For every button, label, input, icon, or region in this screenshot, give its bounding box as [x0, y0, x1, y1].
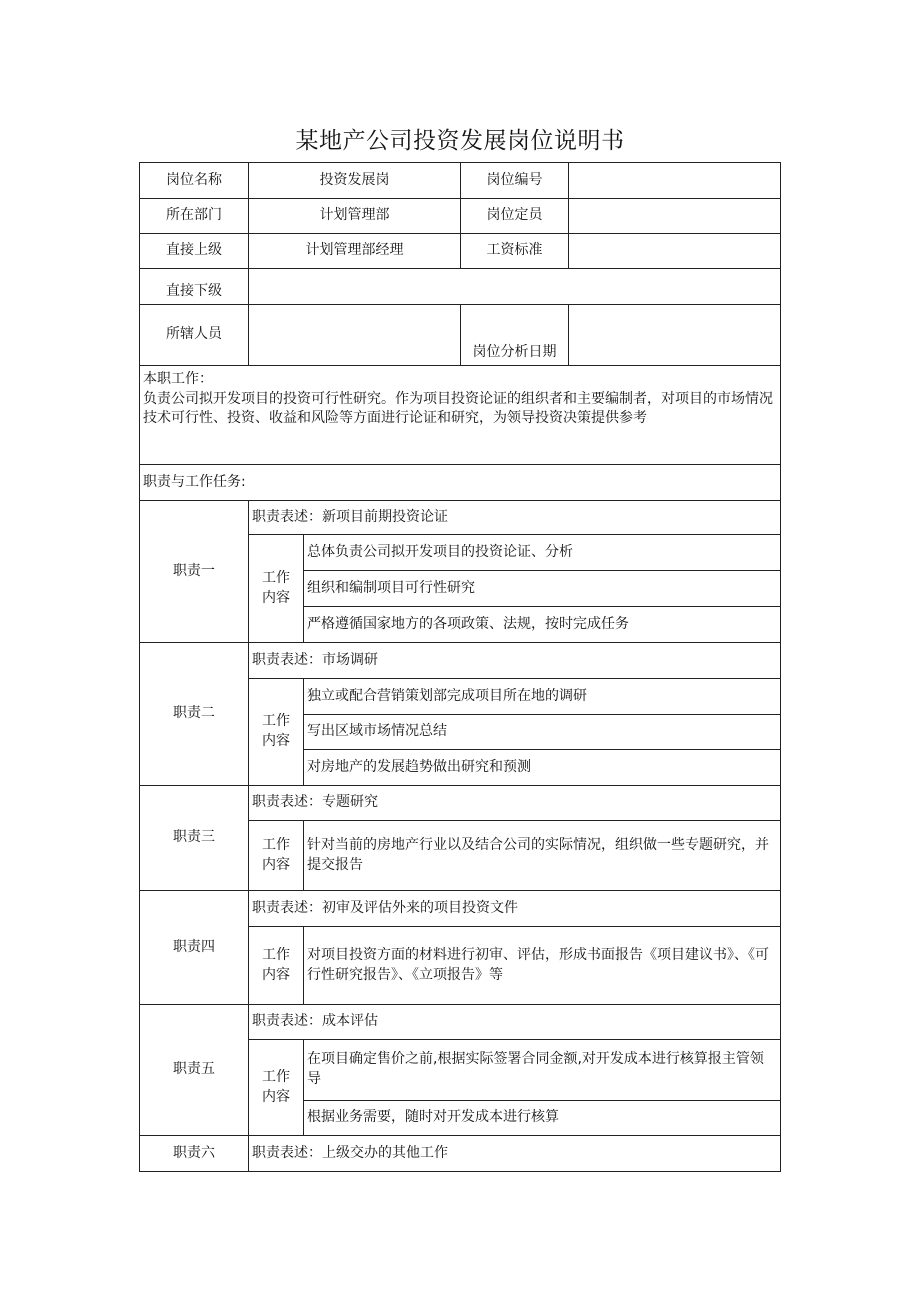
- duty-task: 根据业务需要，随时对开发成本进行核算: [304, 1101, 781, 1136]
- work-content-label: 工作 内容: [249, 821, 304, 891]
- work-content-label: 工作 内容: [249, 535, 304, 643]
- subordinate-value: [249, 269, 781, 305]
- position-name-label: 岗位名称: [140, 163, 249, 199]
- page-title: 某地产公司投资发展岗位说明书: [295, 128, 625, 154]
- salary-value: [569, 234, 781, 269]
- duty-task: 对房地产的发展趋势做出研究和预测: [304, 750, 781, 786]
- duty-task: 针对当前的房地产行业以及结合公司的实际情况，组织做一些专题研究，并提交报告: [304, 821, 781, 891]
- analysis-date-label: 岗位分析日期: [461, 305, 569, 366]
- job-summary-cell: [140, 366, 781, 465]
- position-name-value: 投资发展岗: [249, 163, 461, 199]
- subordinate-label: 直接下级: [140, 269, 249, 305]
- position-code-label: 岗位编号: [461, 163, 569, 199]
- analysis-date-value: [569, 305, 781, 366]
- duty-task: 独立或配合营销策划部完成项目所在地的调研: [304, 679, 781, 715]
- duty-name: 职责六: [140, 1136, 249, 1172]
- duty-desc: 职责表述：成本评估: [249, 1005, 781, 1040]
- superior-value: 计划管理部经理: [249, 234, 461, 269]
- duty-task: 总体负责公司拟开发项目的投资论证、分析: [304, 535, 781, 571]
- duty-name: 职责一: [140, 501, 249, 643]
- department-label: 所在部门: [140, 199, 249, 234]
- headcount-value: [569, 199, 781, 234]
- duty-desc: 职责表述：上级交办的其他工作: [249, 1136, 781, 1172]
- job-summary-text: 负责公司拟开发项目的投资可行性研究。作为项目投资论证的组织者和主要编制者，对项目的市场情况技术可行性、投资、收益和风险等方面进行论证和研究，为领导投资决策提供参考: [143, 390, 773, 427]
- work-content-label: 工作 内容: [249, 679, 304, 786]
- headcount-label: 岗位定员: [461, 199, 569, 234]
- work-content-label: 工作 内容: [249, 1040, 304, 1136]
- managed-staff-label: 所辖人员: [140, 305, 249, 366]
- duty-task: 严格遵循国家地方的各项政策、法规，按时完成任务: [304, 607, 781, 643]
- duty-name: 职责五: [140, 1005, 249, 1136]
- duty-desc: 职责表述：初审及评估外来的项目投资文件: [249, 891, 781, 927]
- department-value: 计划管理部: [249, 199, 461, 234]
- duty-desc: 职责表述：新项目前期投资论证: [249, 501, 781, 535]
- duties-label: 职责与工作任务:: [140, 465, 781, 501]
- position-code-value: [569, 163, 781, 199]
- duty-name: 职责三: [140, 786, 249, 891]
- salary-label: 工资标准: [461, 234, 569, 269]
- duty-task: 对项目投资方面的材料进行初审、评估，形成书面报告《项目建议书》、《可行性研究报告》、《立项报告》等: [304, 927, 781, 1005]
- duty-desc: 职责表述：市场调研: [249, 643, 781, 679]
- duty-name: 职责二: [140, 643, 249, 786]
- duty-task: 在项目确定售价之前,根据实际签署合同金额,对开发成本进行核算报主管领导: [304, 1040, 781, 1101]
- job-summary-label: 本职工作：: [143, 371, 213, 387]
- managed-staff-value: [249, 305, 461, 366]
- job-description-table: [139, 162, 781, 1172]
- duty-task: 写出区域市场情况总结: [304, 715, 781, 750]
- duty-task: 组织和编制项目可行性研究: [304, 571, 781, 607]
- duty-desc: 职责表述：专题研究: [249, 786, 781, 821]
- work-content-label: 工作 内容: [249, 927, 304, 1005]
- superior-label: 直接上级: [140, 234, 249, 269]
- duty-name: 职责四: [140, 891, 249, 1005]
